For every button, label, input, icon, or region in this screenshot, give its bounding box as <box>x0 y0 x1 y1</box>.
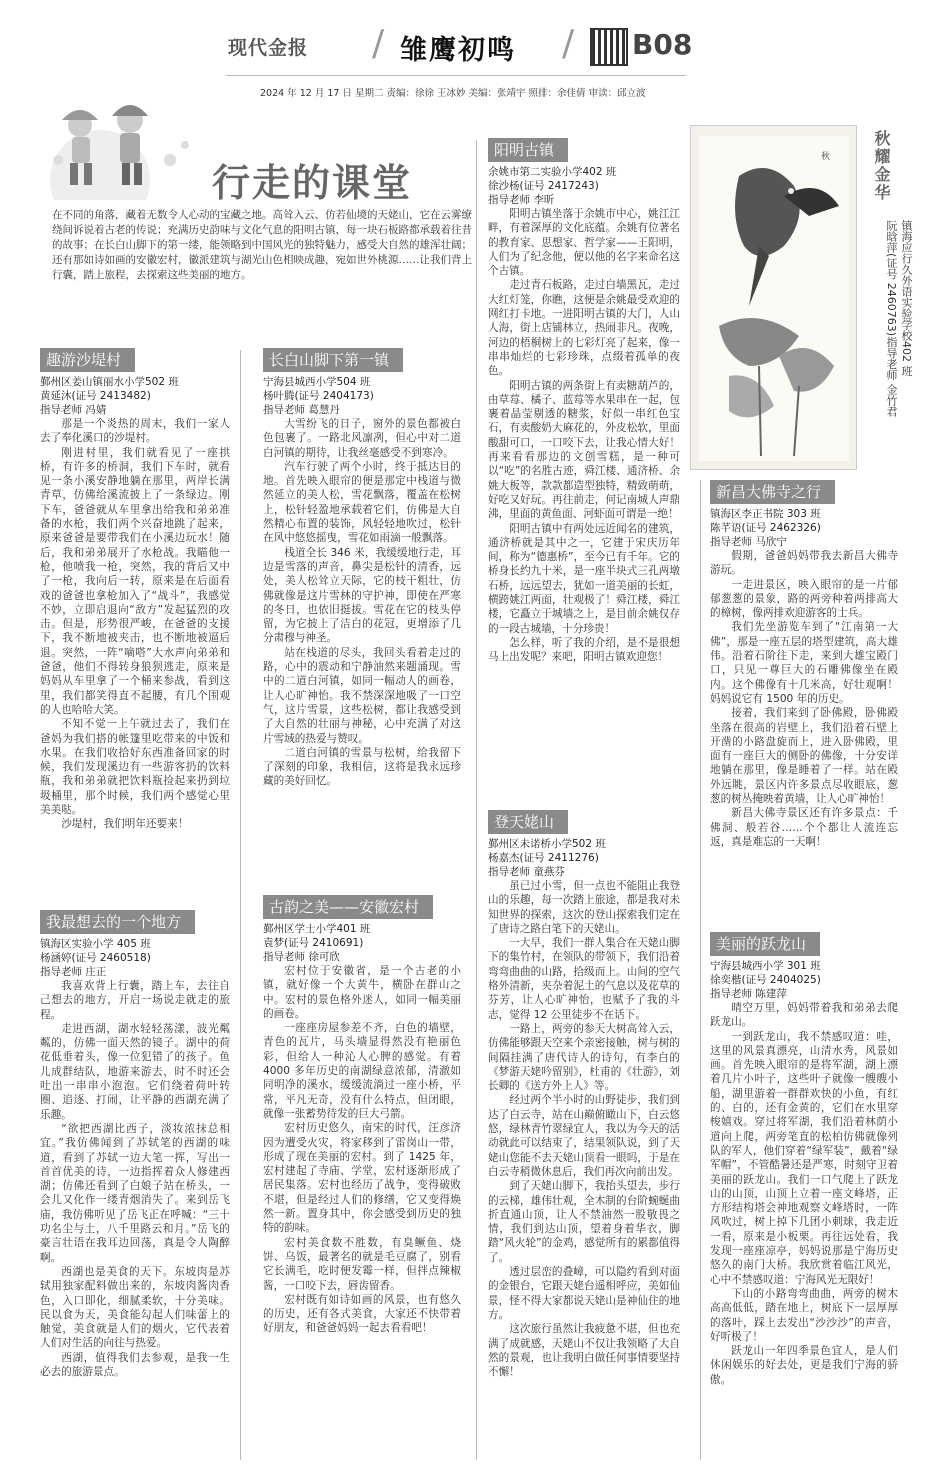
article-author: 陈芊语(证号 2462326) <box>710 522 821 534</box>
paragraph: “欲把西湖比西子，淡妆浓抹总相宜。”我仿佛闻到了苏轼笔的西湖的味道，看到了苏轼一边大笔一挥，写出一首首优美的诗，一边指挥着众人修建西湖；仿佛还看到了白娘子站在桥头，一会儿又化作一缕青烟消失了。来到岳飞庙，我仿佛听见了岳飞正在呼喊：“三十功名尘与土，八千里路云和月。”岳飞的豪言壮语在我耳边回荡，真是令人陶醉啊。 <box>40 1122 230 1264</box>
painting-title: 秋耀金华 <box>872 130 891 202</box>
dateline: 2024 年 12 月 17 日 星期二 责编：徐徐 王冰妙 美编：张靖宇 照排：余佳倩 审读：邱立波 <box>260 88 646 99</box>
article-hongcun <box>263 895 461 1336</box>
paragraph: 到了天姥山脚下，我抬头望去，步行的云梯，雄伟壮观，全木制的台阶蜿蜒曲折直通山顶，让人不禁油然一股敬畏之情，我们到达山顶，望着身着华衣，脚踏“风火轮”的金鸡，感觉所有的累都值得了。 <box>488 1180 680 1264</box>
paragraph: 透过层峦的叠嶂，可以隐约看到对面的金银台，它跟天姥台遥相呼应，美如仙景，怪不得大家都说天姥山是神仙住的地方。 <box>488 1266 680 1321</box>
article-school: 余姚市第二实验小学402 班 <box>488 166 617 178</box>
article-teacher: 指导老师 冯婧 <box>40 404 107 416</box>
article-author: 徐沙杨(证号 2417243) <box>488 180 599 192</box>
article-title: 古韵之美——安徽宏村 <box>263 895 433 919</box>
article-author: 黄延沐(证号 2413482) <box>40 390 151 402</box>
article-title: 我最想去的一个地方 <box>40 910 195 934</box>
article-teacher: 指导老师 葛慧丹 <box>263 404 340 416</box>
article-teacher: 指导老师 徐可欣 <box>263 951 340 963</box>
paragraph: 新昌大佛寺景区还有许多景点：千佛洞、般若谷……个个都让人流连忘返，真是难忘的一天啊！ <box>710 807 898 848</box>
article-teacher: 指导老师 陈建萍 <box>710 988 787 1000</box>
paragraph: 虽已过小雪，但一点也不能阻止我登山的乐趣，每一次踏上旅途，都是我对未知世界的探索，这次的登山探索我们定在了唐诗之路白笔下的天姥山。 <box>488 880 680 935</box>
painting-school: 镇海应行久外语实验学校402 班 <box>900 220 913 377</box>
column-divider <box>240 350 241 1460</box>
paragraph: 一座座房屋参差不齐，白色的墙壁，青色的瓦片，马头墙显得然没有艳丽色彩，但给人一种沁人心脾的感觉。有着 4000 多年历史的南湖绿意浓郁，清澈如同明净的溪水，缓缓流淌过一座小桥，平常，平凡无奇，没有什么特点，但闭眼，就像一张蓄势待发的巨大弓箭。 <box>263 1022 461 1120</box>
article-teacher: 指导老师 庄正 <box>40 966 107 978</box>
header-rule <box>226 75 686 76</box>
paragraph: 大雪纷飞的日子，窗外的景色都被白色包裹了。一路北风凛冽，但心中对二道白河镇的期待，让我丝毫感受不到寒冷。 <box>263 418 461 459</box>
paragraph: 一走进景区，映入眼帘的是一片郁郁葱葱的景象，路的两旁种着两排高大的樟树，像两排欢迎游客的士兵。 <box>710 578 898 620</box>
article-author: 袁梦(证号 2410691) <box>263 937 364 949</box>
qr-code-icon <box>590 28 628 66</box>
article-changbai-town <box>263 348 461 789</box>
paragraph: 栈道全长 346 米，我缓缓地行走，耳边是雪落的声音，鼻尖是松针的清香，远处，美人松耸立天际，它的枝干粗壮，仿佛就像是这片雪林的守护神，即使在严寒的冬日，也依旧挺拔。雪花在它的枝头停留，为它披上了洁白的花冠，更增添了几分肃穆与神圣。 <box>263 546 461 645</box>
paragraph: 西湖也是美食的天下。东坡肉是苏轼用独家配料做出来的，东坡肉酱肉香色，入口即化，细腻柔软，十分美味。民以食为天，美食能勾起人们味蕾上的触觉，美食就是人们的烟火，它代表着人们对生活的向往与热爱。 <box>40 1265 230 1350</box>
article-title: 阳明古镇 <box>488 138 568 162</box>
feature-intro: 在不同的角落，藏着无数令人心动的宝藏之地。高耸入云、仿若仙境的天姥山，它在云雾缭绕间诉说着古老的传说；充满历史韵味与文化气息的阳明古镇，每一块石板路都承载着往昔的故事；在长白山脚下的第一缕，能领略到中国风光的独特魅力，感受大自然的雄浑壮阔；还有那如诗如画的安徽宏村，徽派建筑与湖光山色相映成趣，宛如世外桃源……让我们背上行囊，踏上旅程，去探索这些美丽的地方。 <box>52 209 472 281</box>
paragraph: 晴空万里，妈妈带着我和弟弟去爬跃龙山。 <box>710 1002 898 1029</box>
paragraph: 不知不觉一上午就过去了，我们在爸妈为我们搭的帐篷里吃带来的中饭和水果。在我们收拾好东西准备回家的时候，我们发现溪边有一些游客扔的饮料瓶，我和弟弟就把饮料瓶捡起来扔到垃圾桶里，那个时候，我们两个感觉心里美美哒。 <box>40 718 230 817</box>
article-author: 徐奕楷(证号 2404025) <box>710 974 821 986</box>
paragraph: 经过两个半小时的山野徒步，我们到达了白云寺，站在山巅俯瞰山下，白云悠悠，绿林青竹翠绿宜人，我以为今天的活动就此可以结束了，结果领队说，到了天姥山您能不去天姥山顶看一眼吗，于是在白云寺稍微休息后，我们再次向前出发。 <box>488 1094 680 1178</box>
article-tianmu-mountain <box>488 810 680 1379</box>
paragraph: 站在栈道的尽头，我回头看着走过的路，心中的震动和宁静油然来题涌现。雪中的二道白河镇，如同一幅动人的画卷，让人心旷神怡。我不禁深深地吸了一口空气，这片雪景，这些松树，都让我感受到了大自然的壮丽与神秘，心中充满了对这片雪域的热爱与赞叹。 <box>263 646 461 745</box>
article-school: 宁海县城西小学 301 班 <box>710 960 821 972</box>
article-yangming-town <box>488 138 680 665</box>
article-teacher: 指导老师 李昕 <box>488 194 555 206</box>
column-divider <box>476 140 477 1460</box>
article-xinchang-buddha <box>710 480 898 849</box>
article-author: 杨涵婷(证号 2460518) <box>40 952 151 964</box>
article-title: 登天姥山 <box>488 810 568 834</box>
paragraph: 那是一个炎热的周末，我们一家人去了奉化溪口的沙堤村。 <box>40 418 230 445</box>
paragraph: 走进西湖，湖水轻轻荡漾，波光粼粼的，仿佛一面天然的镜子。湖中的荷花低垂着头，像一位犯错了的孩子。鱼儿成群结队，地游来游去，时不时还会吐出一串串小泡泡。它们绕着荷叶转圈、追逐、打闹，让平静的西湖充满了乐趣。 <box>40 1022 230 1121</box>
paragraph: 一路上，两旁的参天大树高耸入云，仿佛能够跟天空来个亲密接触，树与树的间隔挂满了唐代诗人的诗句，有李白的《梦游天姥吟留别》，杜甫的《壮游》，刘长卿的《送方外上人》等。 <box>488 1022 680 1093</box>
article-school: 宁海县城西小学504 班 <box>263 376 371 388</box>
article-west-lake <box>40 910 230 1379</box>
paragraph: 沙堤村，我们明年还要来！ <box>61 818 189 831</box>
painting-credits <box>864 220 914 460</box>
article-title: 长白山脚下第一镇 <box>263 348 403 372</box>
article-school: 鄞州区姜山镇丽水小学502 班 <box>40 376 179 388</box>
paragraph: 阳明古镇中有两处远近闻名的建筑，通济桥就是其中之一，它建于宋庆历年间，称为“德惠桥”，至今已有千年。它的桥身长约九十米，是一座半块式三孔两墩石桥，远远望去，犹如一道美丽的长虹，横跨姚江两面，壮观极了！舜江楼，舜江楼，它矗立于城墙之上，是目前余姚仅存的一段古城墙，十分珍贵！ <box>488 522 680 635</box>
article-teacher: 指导老师 马欣宁 <box>710 536 787 548</box>
painting-author: 阮晗萍(证号 2460763) <box>885 220 898 337</box>
paragraph: 一到跃龙山，我不禁感叹道：哇，这里的风景真漂亮，山清水秀，风景如画。首先映入眼帘的是将军湖，湖上漂着几片小叶子，这些叶子就像一艘艘小船，湖里游着一群群欢快的小鱼，有红的、白的，还有金黄的，它们在水里穿梭嬉戏。穿过将军湖，我们沿着林荫小道向上爬，两旁笔直的松柏仿佛就像列队的军人，他们穿着“绿军装”，戴着“绿军帽”，不管酷暑还是严寒，时刻守卫着美丽的跃龙山。我们一口气爬上了跃龙山的山顶，山顶上立着一座文峰塔，正方形结构塔会神地观察文峰塔时，一阵风吹过，树上掉下几团小刺球，我走近一看，原来是小板栗。再往远处看，我发现一座座凉亭，妈妈说那是宁海历史悠久的南门大桥。我欣赏着临江风光，心中不禁感叹道：宁海风光无限好！ <box>710 1030 898 1286</box>
ink-painting-eagle <box>690 125 857 470</box>
paragraph: 走过青石板路，走过白墙黑瓦，走过大红灯笼，你瞧，这便是余姚最受欢迎的网红打卡地。一进阳明古镇的大门，人山人海，街上店铺林立，热闹非凡。夜晚，河边的梧桐树上的七彩灯亮了起来，像一串串灿烂的七彩珍珠，点缀着孤单的夜色。 <box>488 279 680 378</box>
column-divider <box>700 480 701 1460</box>
paragraph: 这次旅行虽然让我疲惫不堪，但也充满了成就感，天姥山不仅让我领略了大自然的景观，也让我明白做任何事情要坚持不懈！ <box>488 1323 680 1379</box>
section-name: 雏鹰初鸣 <box>400 35 516 66</box>
paragraph: 我喜欢背上行囊，踏上车，去往自己想去的地方，开启一场说走就走的旅程。 <box>40 980 230 1021</box>
article-author: 杨嘉杰(证号 2411276) <box>488 852 599 864</box>
article-author: 杨叶腾(证号 2404173) <box>263 390 374 402</box>
header-divider: / <box>372 23 385 64</box>
article-school: 鄞州区未诺桥小学502 班 <box>488 838 606 850</box>
article-title: 新昌大佛寺之行 <box>710 480 835 504</box>
paragraph: 假期，爸爸妈妈带我去新昌大佛寺游玩。 <box>710 550 898 577</box>
article-school: 镇海区李正书院 303 班 <box>710 508 821 520</box>
paragraph: 西湖，值得我们去参观，是我一生必去的旅游景点。 <box>40 1351 230 1379</box>
newspaper-name: 现代金报 <box>228 37 309 59</box>
paragraph: 一大早，我们一群人集合在天姥山脚下的集竹村，在领队的带领下，我们沿着弯弯曲曲的山路，拾级而上。山间的空气格外清新，夹杂着泥土的气息以及花草的芬芳，让人心旷神怡，也赋予了我的斗志，觉得 12 公里徒步不在话下。 <box>488 937 680 1021</box>
paragraph: 二道白河镇的雪景与松树，给我留下了深刻的印象，我相信，这将是我永远珍藏的美好回忆。 <box>263 746 461 788</box>
article-yuelong-mountain <box>710 932 898 1387</box>
paragraph: 我们先坐游览车到了“江南第一大佛”，那是一座五层的塔型建筑，高大雄伟。沿着石阶往下走，来到大雄宝殿门口，只见一尊巨大的石雕佛像坐在殿内。这个佛像有十几米高，好壮观啊！妈妈说它有 1500 年的历史。 <box>710 621 898 705</box>
paragraph: 跃龙山一年四季景色宜人，是人们休闲娱乐的好去处，更是我们宁海的骄傲。 <box>710 1345 898 1386</box>
painting-teacher: 指导老师 金竹君 <box>885 336 898 417</box>
paragraph: 阳明古镇的两条街上有卖糖葫芦的，由草莓、橘子、蓝莓等水果串在一起，包裹着晶莹剔透的糖浆，好似一串红色宝石，有卖酸奶大麻花的，外皮松软，里面酸甜可口，一口咬下去，让我心情大好！再来看看那边的文创雪糕，是一种可以“吃”的名胜古迹，舜江楼、通济桥、余姚大板等，款款都造型独特，精致萌萌，好吃又好玩。再往前走，何记南城人声鼎沸，里面的黄鱼面、河虾面可谓是一绝！ <box>488 379 680 521</box>
paragraph: 阳明古镇坐落于余姚市中心，姚江江畔，有着深厚的文化底蕴。余姚有位著名的教育家、思想家、哲学家——王阳明，人们为了纪念他，便以他的名字来命名这个古镇。 <box>488 208 680 278</box>
paragraph: 宏村既有如诗如画的风景，也有悠久的历史，还有各式美食，大家还不快带着好朋友，和爸爸妈妈一起去看看吧！ <box>263 1293 461 1335</box>
svg-text:秋: 秋 <box>819 151 829 160</box>
paragraph: 接着，我们来到了卧佛殿，卧佛殿坐落在很高的岩壁上，我们沿着石壁上开凿的小路盘旋而上，进入卧佛殿，里面有一座巨大的侧卧的佛像，十分安详地躺在那里，像是睡着了一样。站在殿外远眺，景区内许多景点尽收眼底，葱葱的树丛掩映着黄墙，让人心旷神怡！ <box>710 707 898 806</box>
header-divider: / <box>562 23 575 64</box>
feature-title: 行走的课堂 <box>212 160 413 205</box>
paragraph: 宏村位于安徽省，是一个古老的小镇，就好像一个大黄牛，横卧在群山之中。宏村的景色格外迷人，如同一幅美丽的画卷。 <box>263 965 461 1020</box>
article-shadi-village <box>40 348 230 832</box>
paragraph: 汽车行驶了两个小时，终于抵达目的地。首先映入眼帘的便是那定中栈道与微然延立的美人松，雪花飘落，覆盖在松树上，松针轻盈地承载着它们，仿佛是大自然精心布置的装饰，风轻轻地吹过，松针在风中悠悠摇曳，雪花如雨滴一般飘落。 <box>263 460 461 545</box>
article-title: 美丽的跃龙山 <box>710 932 820 956</box>
page-code: B08 <box>632 28 693 61</box>
paragraph: 宏村历史悠久，南宋的时代，汪彦济因为遭受火灾，将家移到了雷岗山一带，形成了现在美丽的宏村。到了 1425 年，宏村建起了寺庙、学堂，宏村逐渐形成了居民集落。宏村也经历了战争，变得破败不堪，但是经过人们的修缮，它又变得焕然一新。置身其中，你会感受到历史的独特的韵味。 <box>263 1122 461 1235</box>
paragraph: 怎么样，听了我的介绍，是不是很想马上出发呢？来吧，阳明古镇欢迎您！ <box>488 636 680 664</box>
article-school: 镇海区实验小学 405 班 <box>40 938 151 950</box>
paragraph: 宏村美食数不胜数，有臭鳜鱼、烧饼、乌饭，最著名的就是毛豆腐了，别看它长满毛，吃时便发霉一样，但拌点辣椒酱，一口咬下去，唇齿留香。 <box>263 1236 461 1292</box>
paragraph: 下山的小路弯弯曲曲，两旁的树木高高低低，踏在地上，树底下一层厚厚的落叶，踩上去发出“沙沙沙”的声音，好听极了！ <box>710 1287 898 1343</box>
paragraph: 刚进村里，我们就看见了一座拱桥，有许多的桥洞，我们下车时，就看见一条小溪安静地躺在那里，两岸长满青草，仿佛给溪流披上了一条绿边。刚下车，爸爸就从车里拿出给我和弟弟准备的水枪，我们两个兴奋地跳了起来，原来爸爸是要带我们在小溪边玩水！随后，我和弟弟展开了水枪战。我瞄他一枪，他喷我一枪，突然，我的背后又中了一枪，我向后一转，原来是在后面看戏的爸爸也拿枪加入了“战斗”，我感觉不妙，立即启退向“敌方”发起猛烈的攻击。但是，形势很严峻，在爸爸的支援下，我不断地被夹击，也不断地被逼后退。突然，一阵“嘀嗒”大水声向弟弟和爸爸，他们不得转身狼狈逃走，原来是妈妈从车里拿了一个桶来参战，看到这里，我们都笑得直不起腰，有几个围观的人也哈哈大笑。 <box>40 446 230 716</box>
article-teacher: 指导老师 童燕芬 <box>488 866 565 878</box>
article-title: 趣游沙堤村 <box>40 348 135 372</box>
article-school: 鄞州区学士小学401 班 <box>263 923 371 935</box>
eagle-chrysanthemum-drawing <box>699 136 849 461</box>
kids-hiking-illustration <box>40 90 210 200</box>
